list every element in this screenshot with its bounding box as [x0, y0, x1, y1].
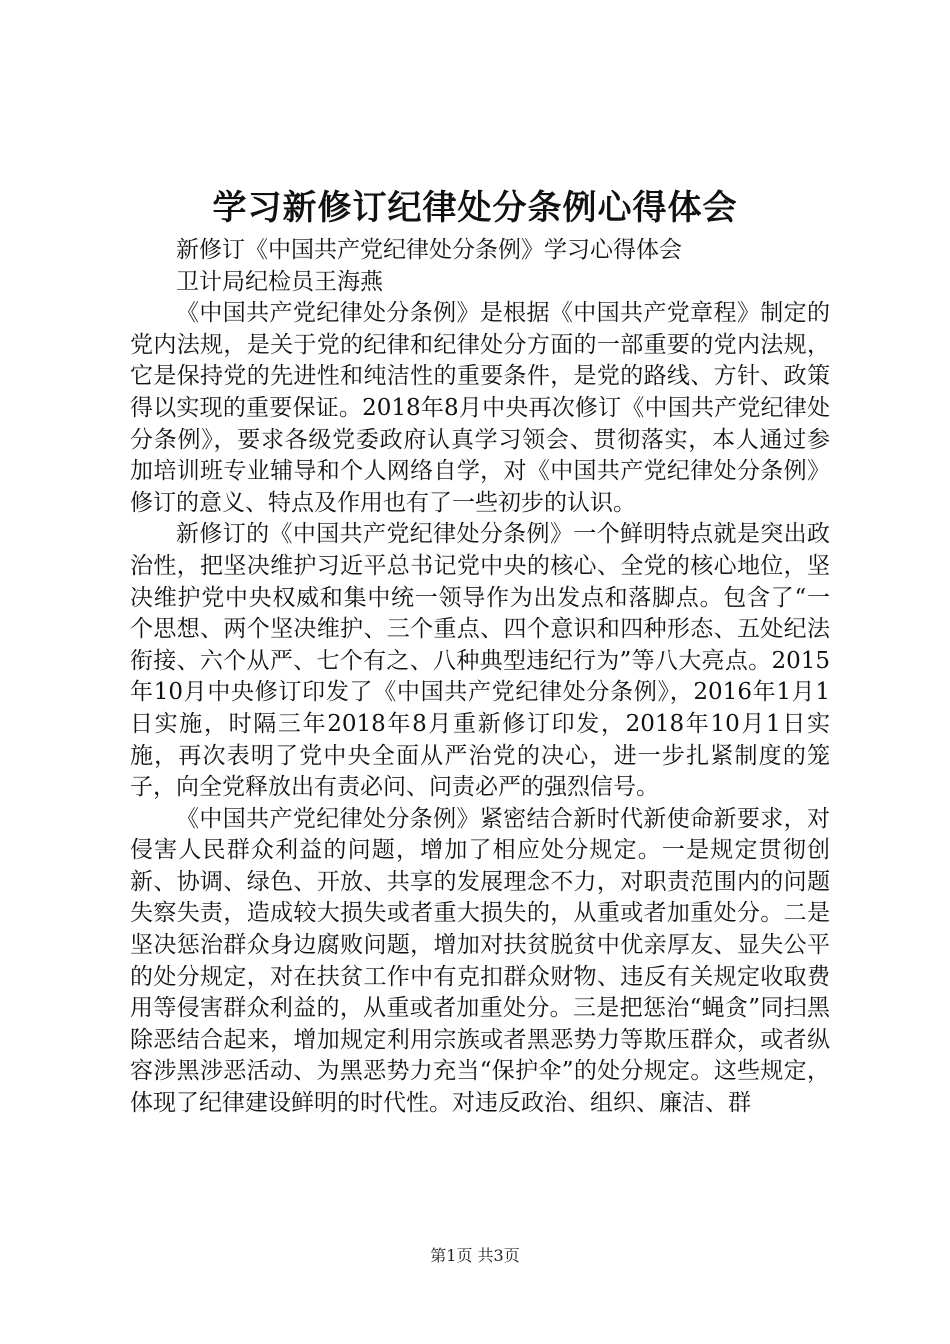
paragraph: 新修订的《中国共产党纪律处分条例》一个鲜明特点就是突出政治性，把坚决维护习近平总书记党中央的核心、全党的核心地位，坚决维护党中央权威和集中统一领导作为出发点和落脚点。包含了“一个思想、两个坚决维护、三个重点、四个意识和四种形态、五处纪法衔接、六个从严、七个有之、八种典型违纪行为”等八大亮点。2015年10月中央修订印发了《中国共产党纪律处分条例》，2016年1月1日实施，时隔三年2018年8月重新修订印发，2018年10月1日实施，再次表明了党中央全面从严治党的决心，进一步扎紧制度的笼子，向全党释放出有责必问、问责必严的强烈信号。 — [130, 521, 830, 801]
document-author: 卫计局纪检员王海燕 — [176, 268, 383, 295]
document-title: 学习新修订纪律处分条例心得体会 — [212, 188, 738, 228]
paragraph: 《中国共产党纪律处分条例》是根据《中国共产党章程》制定的党内法规，是关于党的纪律和纪律处分方面的一部重要的党内法规，它是保持党的先进性和纯洁性的重要条件，是党的路线、方针、政策得以实现的重要保证。2018年8月中央再次修订《中国共产党纪律处分条例》，要求各级党委政府认真学习领会、贯彻落实，本人通过参加培训班专业辅导和个人网络自学，对《中国共产党纪律处分条例》修订的意义、特点及作用也有了一些初步的认识。 — [130, 300, 830, 516]
document-body — [130, 235, 830, 1120]
page-number-footer: 第1页 共3页 — [430, 1246, 520, 1265]
document-subtitle: 新修订《中国共产党纪律处分条例》学习心得体会 — [176, 237, 682, 263]
paragraph: 《中国共产党纪律处分条例》紧密结合新时代新使命新要求，对侵害人民群众利益的问题，增加了相应处分规定。一是规定贯彻创新、协调、绿色、开放、共享的发展理念不力，对职责范围内的问题失察失责，造成较大损失或者重大损失的，从重或者加重处分。二是坚决惩治群众身边腐败问题，增加对扶贫脱贫中优亲厚友、显失公平的处分规定，对在扶贫工作中有克扣群众财物、违反有关规定收取费用等侵害群众利益的，从重或者加重处分。三是把惩治“蝇贪”同扫黑除恶结合起来，增加规定利用宗族或者黑恶势力等欺压群众，或者纵容涉黑涉恶活动、为黑恶势力充当“保护伞”的处分规定。这些规定，体现了纪律建设鲜明的时代性。对违反政治、组织、廉洁、群 — [130, 805, 830, 1117]
